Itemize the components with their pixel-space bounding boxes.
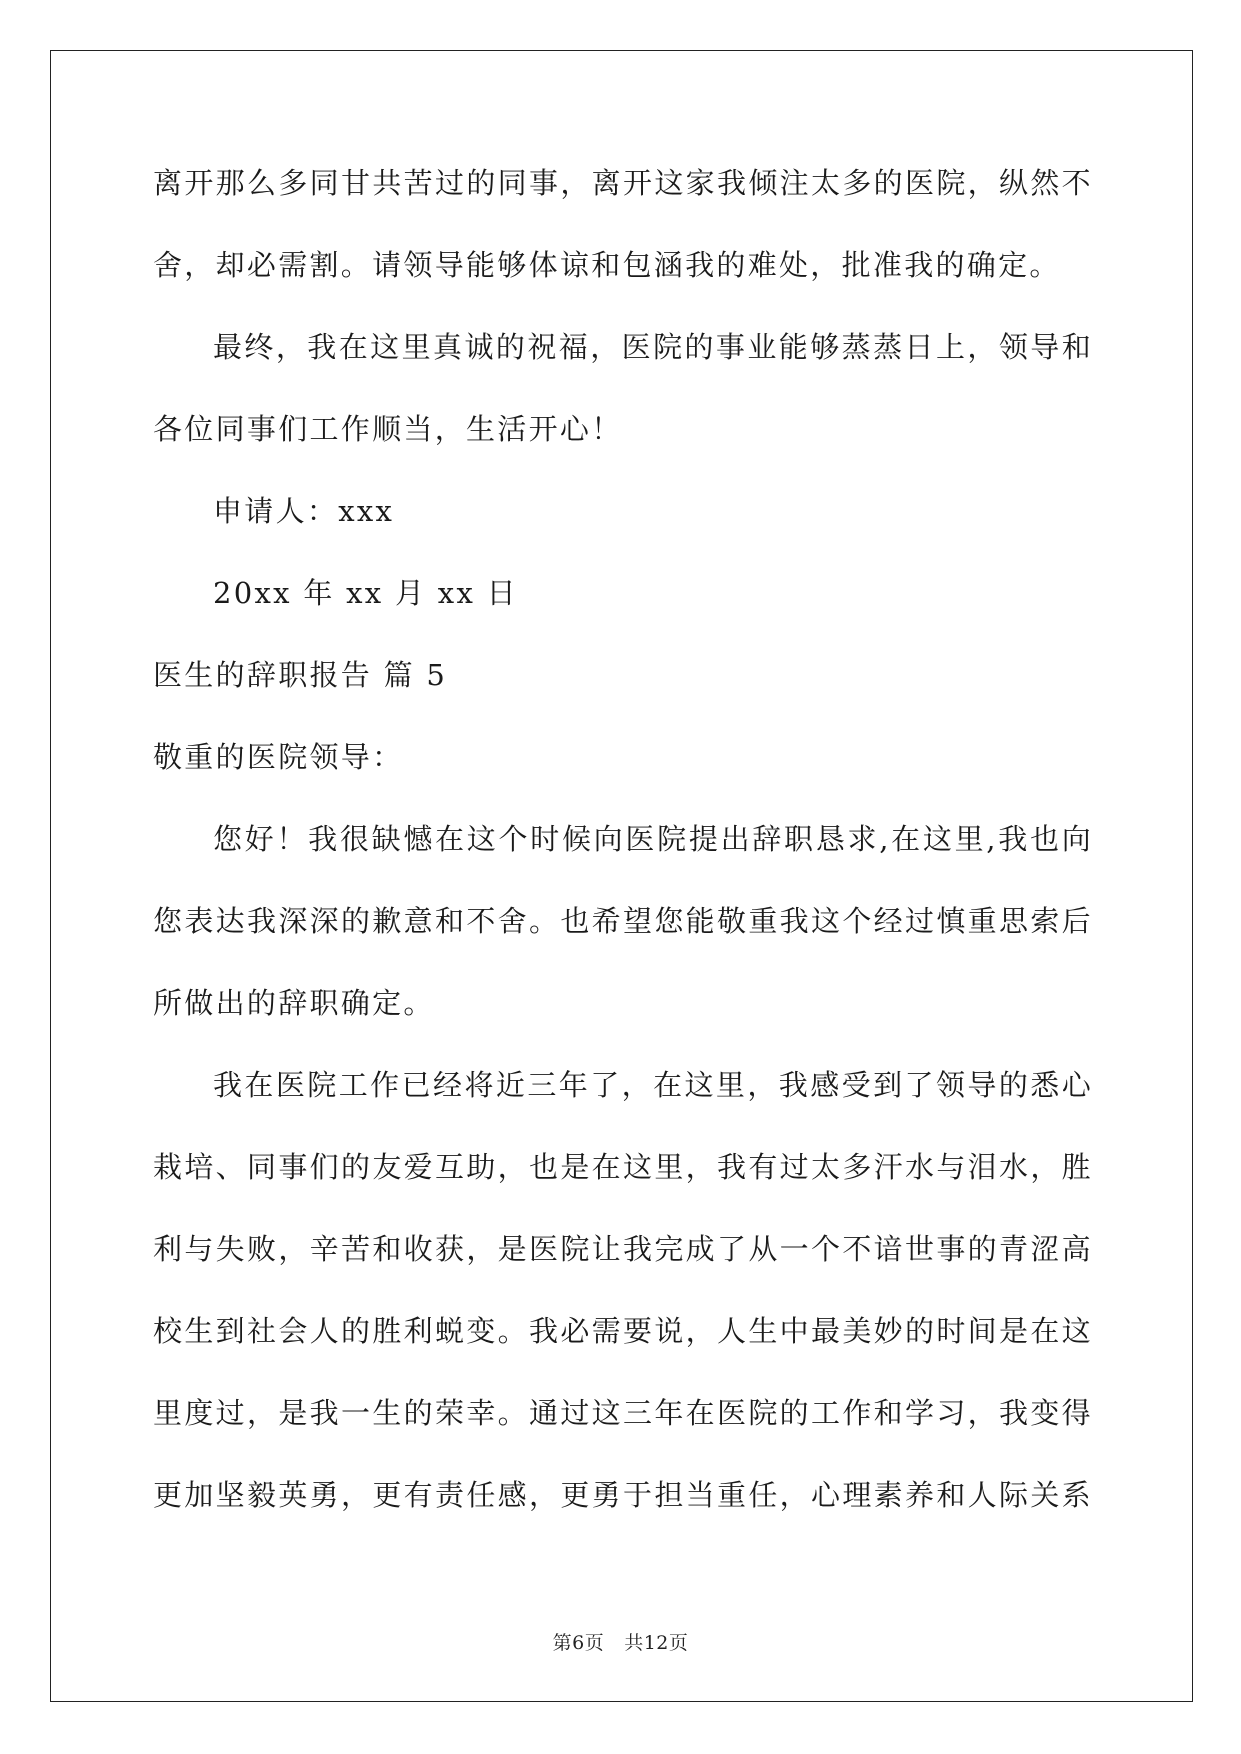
paragraph-line: 舍，却必需割。请领导能够体谅和包涵我的难处，批准我的确定。 (153, 248, 1061, 282)
date-line: 20xx 年 xx 月 xx 日 (213, 576, 518, 610)
paragraph-line: 您好！我很缺憾在这个时候向医院提出辞职恳求,在这里,我也向 (213, 822, 1093, 856)
paragraph-line: 所做出的辞职确定。 (153, 986, 435, 1020)
paragraph-line: 校生到社会人的胜利蜕变。我必需要说，人生中最美妙的时间是在这 (153, 1314, 1093, 1348)
document-body (153, 158, 1093, 1552)
salutation: 敬重的医院领导： (153, 740, 404, 774)
paragraph-line: 更加坚毅英勇，更有责任感，更勇于担当重任，心理素养和人际关系 (153, 1478, 1093, 1512)
section-heading: 医生的辞职报告 篇 5 (153, 658, 448, 692)
page-total: 共12页 (624, 1632, 689, 1654)
page-footer (0, 1628, 1241, 1655)
paragraph-line: 离开那么多同甘共苦过的同事，离开这家我倾注太多的医院，纵然不 (153, 166, 1093, 200)
paragraph-line: 栽培、同事们的友爱互助，也是在这里，我有过太多汗水与泪水，胜 (153, 1150, 1093, 1184)
paragraph-line: 最终，我在这里真诚的祝福，医院的事业能够蒸蒸日上，领导和 (213, 330, 1093, 364)
page-number: 第6页 (552, 1632, 605, 1654)
paragraph-line: 各位同事们工作顺当，生活开心！ (153, 412, 623, 446)
paragraph-line: 利与失败，辛苦和收获，是医院让我完成了从一个不谙世事的青涩高 (153, 1232, 1093, 1266)
paragraph-line: 我在医院工作已经将近三年了，在这里，我感受到了领导的悉心 (213, 1068, 1093, 1102)
applicant-line: 申请人：xxx (213, 494, 395, 528)
paragraph-line: 您表达我深深的歉意和不舍。也希望您能敬重我这个经过慎重思索后 (153, 904, 1093, 938)
paragraph-line: 里度过，是我一生的荣幸。通过这三年在医院的工作和学习，我变得 (153, 1396, 1093, 1430)
